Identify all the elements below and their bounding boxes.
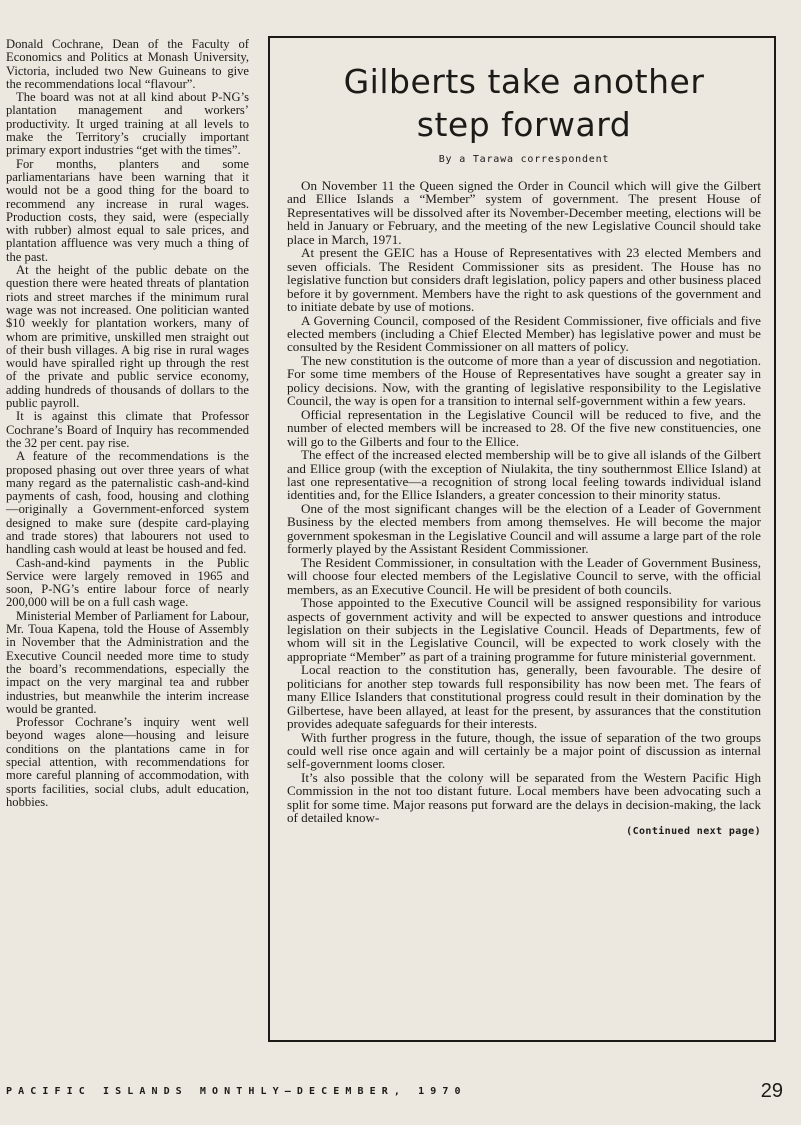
left-paragraph: The board was not at all kind about P-NG’s plantation management and workers’ productivity. It urged training at all levels to make the Territory’s crucially important primary export industries “get with the times”. [6,90,249,158]
left-column-text [6,38,249,809]
article-paragraph: The effect of the increased elected membership will be to give all islands of the Gilbert and Ellice group (with the exception of Niulakita, the tiny southernmost Ellice Island) at last one representative—a recognition of strong local feeling towards individual island identities and, for the Ellice Islanders, a greater concession to their minority status. [287,447,761,503]
article-body [287,179,761,825]
article-paragraph: Those appointed to the Executive Council will be assigned responsibility for various aspects of government activity and will be expected to answer questions and introduce legislation on their subjects in the Legislative Council. Heads of Departments, few of whom will sit in the Legislative Council, will be expected to work closely with the appropriate “Member” as part of a training programme for future ministerial government. [287,595,761,664]
article-paragraph: At present the GEIC has a House of Representatives with 23 elected Members and seven officials. The Resident Commissioner sits as president. The House has no legislative function but considers draft legislation, policy papers and other business placed before it by government. Members have the right to ask questions of the government and to initiate debate by use of motions. [287,245,761,315]
article-byline: By a Tarawa correspondent [438,154,610,165]
left-paragraph: For months, planters and some parliamentarians have been warning that it would not be a good thing for the board to recommend any increase in rural wages. Production costs, they said, were (especially with rubber) almost equal to sale prices, and plantation affluence was very much a thing of the past. [6,156,249,264]
article-paragraph: Official representation in the Legislative Council will be reduced to five, and the number of elected members will be increased to 28. Of the five new constituencies, one will go to the Gilberts and four to the Ellice. [287,406,761,449]
left-paragraph: Donald Cochrane, Dean of the Faculty of Economics and Politics at Monash University, Victoria, included two New Guineans to give the recommendations local “flavour”. [6,37,249,91]
headline-line-1: Gilberts take another [343,62,705,101]
left-paragraph: At the height of the public debate on the question there were heated threats of plantation riots and street marches if the minimum rural wage was not increased. One politician wanted $10 weekly for plantation workers, many of whom are primitive, unskilled men straight out of their bush villages. A big rise in rural wages would have spiralled right up through the rest of the private and public service economy, adding hundreds of thousands of dollars to the public payroll. [6,263,249,411]
left-paragraph: A feature of the recommendations is the proposed phasing out over three years of what many regard as the paternalistic cash-and-kind payments of cash, food, housing and clothing —originally a Government-enforced system designed to make sure (despite card-playing and trade stores) that labourers not used to handling cash would at least be housed and fed. [6,449,249,557]
boxed-article [268,36,776,1042]
headline-line-2: step forward [416,105,632,144]
continued-note: (Continued next page) [626,825,761,837]
article-paragraph: With further progress in the future, though, the issue of separation of the two groups could well rise once again and will certainly be a major point of discussion as internal self-government looms closer. [287,729,761,772]
left-paragraph: It is against this climate that Professor Cochrane’s Board of Inquiry has recommended the 32 per cent. pay rise. [6,409,249,450]
article-content [287,54,761,837]
article-paragraph: The Resident Commissioner, in consultation with the Leader of Government Business, will choose four elected members of the Legislative Council to serve, with the official members, as an Executive Council. He will be president of both councils. [287,554,761,597]
page-number: 29 [760,1080,783,1102]
article-paragraph: The new constitution is the outcome of more than a year of discussion and negotiation. For some time members of the House of Representatives have sought a greater say in policy decisions. Now, with the granting of legislative responsibility to the Legislative Council, the way is open for a transition to internal self-government within a few years. [287,352,761,409]
publication-footer: PACIFIC ISLANDS MONTHLY—DECEMBER, 1970 [6,1086,467,1097]
article-headline [287,60,761,146]
article-paragraph: A Governing Council, composed of the Resident Commissioner, five officials and five elected members (including a Chief Elected Member) has legislative power and must be consulted by the Resident Commissioner on all matters of policy. [287,312,761,355]
article-paragraph: On November 11 the Queen signed the Order in Council which will give the Gilbert and Ellice Islands a “Member” system of government. The present House of Representatives will be dissolved after its November-December meeting, elections will be held in January or February, and the meeting of the new Legislative Council should take place in March, 1971. [287,178,761,247]
article-paragraph: Local reaction to the constitution has, generally, been favourable. The desire of politicians for another step towards full responsibility has now been met. The fears of many Ellice Islanders that constitutional progress could result in their domination by the Gilbertese, have been allayed, at least for the present, by assurances that the constitution provides adequate safeguards for their interests. [287,662,761,732]
left-paragraph: Ministerial Member of Parliament for Labour, Mr. Toua Kapena, told the House of Assembly in November that the Administration and the Executive Council needed more time to study the board’s recommendations, especially the impact on the very marginal tea and rubber industries, but meanwhile the interim increase would be granted. [6,608,249,716]
article-paragraph: One of the most significant changes will be the election of a Leader of Government Business by the elected members from among themselves. He will become the major government spokesman in the Legislative Council and will assume a large part of the role formerly played by the Assistant Resident Commissioner. [287,500,761,557]
left-paragraph: Cash-and-kind payments in the Public Service were largely removed in 1965 and soon, P-NG’s entire labour force of nearly 200,000 will be on a full cash wage. [6,555,249,610]
article-paragraph: It’s also possible that the colony will be separated from the Western Pacific High Commission in the not too distant future. Local members have been advocating such a split for some time. Major reasons put forward are the delays in decision-making, the lack of detailed know- [287,769,761,826]
left-paragraph: Professor Cochrane’s inquiry went well beyond wages alone—housing and leisure conditions on the plantations came in for special attention, with recommendations for more careful planning of accommodation, with sports facilities, social clubs, adult education, hobbies. [6,715,249,809]
